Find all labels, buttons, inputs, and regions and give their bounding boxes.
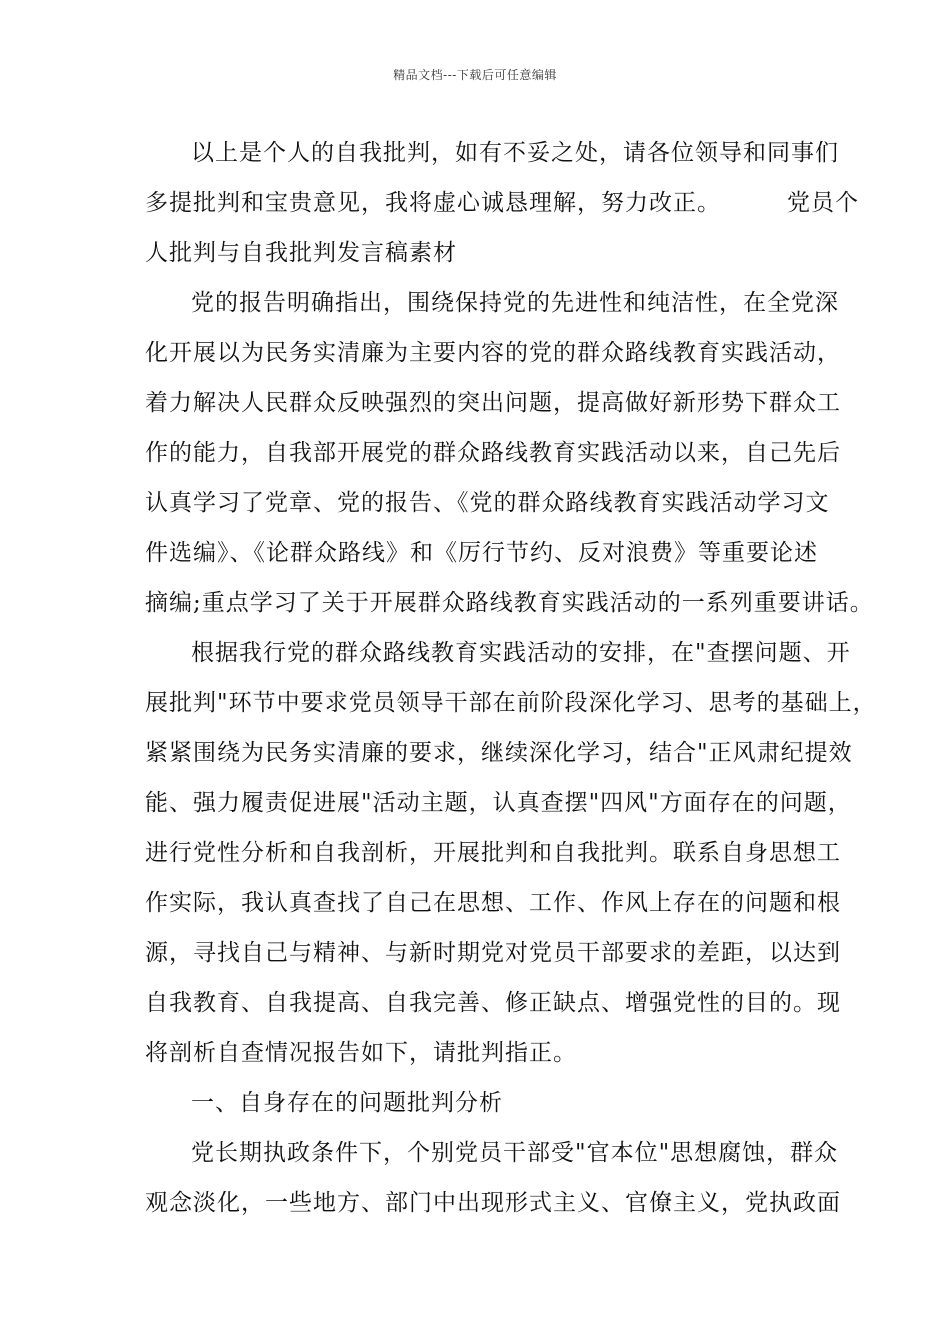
text-segment: 多提批判和宝贵意见，我将虚心诚恳理解，努力改正。 (145, 190, 721, 216)
text-line: 展批判"环节中要求党员领导干部在前阶段深化学习、思考的基础上， (145, 690, 877, 716)
page-header: 精品文档---下载后可任意编辑 (393, 68, 557, 82)
text-line: 人批判与自我批判发言稿素材 (145, 240, 457, 266)
text-line: 进行党性分析和自我剖析，开展批判和自我批判。联系自身思想工 (145, 840, 841, 866)
document-body (145, 128, 877, 1228)
text-line: 化开展以为民务实清廉为主要内容的党的群众路线教育实践活动， (145, 340, 841, 366)
text-line (145, 178, 859, 228)
text-line: 认真学习了党章、党的报告、《党的群众路线教育实践活动学习文 (145, 490, 830, 516)
text-line: 作实际，我认真查找了自己在思想、工作、作风上存在的问题和根 (145, 890, 841, 916)
text-line: 根据我行党的群众路线教育实践活动的安排，在"查摆问题、开 (191, 640, 851, 666)
text-line: 观念淡化，一些地方、部门中出现形式主义、官僚主义，党执政面 (145, 1190, 841, 1216)
text-segment: 党员个 (787, 190, 859, 216)
text-line: 党长期执政条件下，个别党员干部受"官本位"思想腐蚀，群众 (191, 1140, 839, 1166)
text-line: 作的能力，自我部开展党的群众路线教育实践活动以来，自己先后 (145, 440, 841, 466)
text-line: 能、强力履责促进展"活动主题，认真查摆"四风"方面存在的问题， (145, 790, 852, 816)
text-line: 将剖析自查情况报告如下，请批判指正。 (145, 1040, 577, 1066)
text-line: 以上是个人的自我批判，如有不妥之处，请各位领导和同事们 (191, 140, 839, 166)
text-line: 党的报告明确指出，围绕保持党的先进性和纯洁性，在全党深 (191, 290, 839, 316)
text-line: 自我教育、自我提高、自我完善、修正缺点、增强党性的目的。现 (145, 990, 841, 1016)
text-line: 源，寻找自己与精神、与新时期党对党员干部要求的差距，以达到 (145, 940, 841, 966)
text-line: 件选编》、《论群众路线》和《厉行节约、反对浪费》等重要论述 (145, 540, 818, 566)
text-line: 紧紧围绕为民务实清廉的要求，继续深化学习，结合"正风肃纪提效 (145, 740, 853, 766)
text-line: 着力解决人民群众反映强烈的突出问题，提高做好新形势下群众工 (145, 390, 841, 416)
text-line: 摘编;重点学习了关于开展群众路线教育实践活动的一系列重要讲话。 (145, 590, 874, 616)
section-heading: 一、自身存在的问题批判分析 (191, 1090, 503, 1116)
